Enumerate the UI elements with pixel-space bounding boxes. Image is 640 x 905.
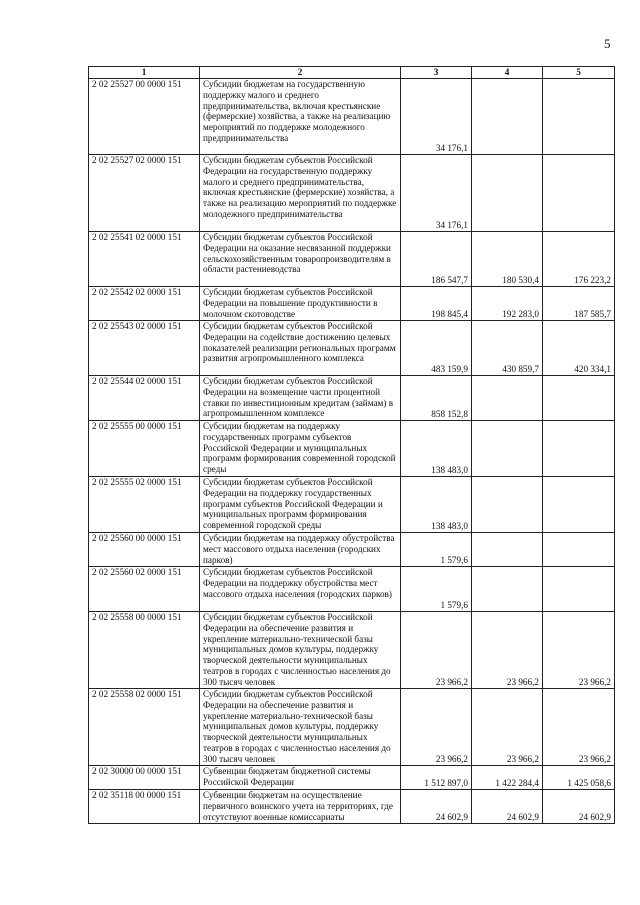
row-code: 2 02 25558 02 0000 151 (89, 689, 200, 766)
row-value-col5 (543, 533, 615, 567)
row-value-col4 (472, 567, 543, 612)
row-code: 2 02 25555 00 0000 151 (89, 421, 200, 477)
row-value-col3: 34 176,1 (401, 155, 472, 232)
row-value-col3: 23 966,2 (401, 612, 472, 689)
row-description: Субвенции бюджетам на осуществление первичного воинского учета на территориях, где отсутствуют военные комиссариаты (200, 790, 401, 824)
row-code: 2 02 25544 02 0000 151 (89, 376, 200, 421)
table-row (89, 567, 615, 612)
row-code: 2 02 25542 02 0000 151 (89, 287, 200, 321)
row-value-col5: 23 966,2 (543, 689, 615, 766)
row-code: 2 02 25527 02 0000 151 (89, 155, 200, 232)
row-description: Субсидии бюджетам на государственную поддержку малого и среднего предпринимательства, включая крестьянские (фермерские) хозяйства, а также на реализацию мероприятий по поддержке молодежного предпринимательства (200, 79, 401, 155)
row-value-col3: 24 602,9 (401, 790, 472, 824)
column-header-2: 2 (200, 67, 401, 79)
page-number: 5 (604, 36, 611, 51)
row-value-col4 (472, 155, 543, 232)
row-description: Субсидии бюджетам субъектов Российской Федерации на обеспечение развития и укрепление материально-технической базы муниципальных домов культуры, поддержку творческой деятельности муниципальных театров в городах с численностью населения до 300 тысяч человек (200, 612, 401, 689)
row-value-col5 (543, 477, 615, 533)
row-value-col5: 23 966,2 (543, 612, 615, 689)
table-row (89, 766, 615, 790)
row-description: Субсидии бюджетам на поддержку государственных программ субъектов Российской Федерации и муниципальных программ формирования современной городской среды (200, 421, 401, 477)
table-row (89, 477, 615, 533)
column-header-5: 5 (543, 67, 615, 79)
row-description: Субсидии бюджетам субъектов Российской Федерации на повышение продуктивности в молочном скотоводстве (200, 287, 401, 321)
header-row (89, 67, 615, 79)
row-value-col3: 23 966,2 (401, 689, 472, 766)
row-value-col5: 420 334,1 (543, 321, 615, 376)
row-description: Субсидии бюджетам субъектов Российской Федерации на поддержку обустройства мест массового отдыха населения (городских парков) (200, 567, 401, 612)
row-value-col4: 192 283,0 (472, 287, 543, 321)
table-row (89, 790, 615, 824)
row-value-col4 (472, 477, 543, 533)
table-row (89, 287, 615, 321)
row-value-col5 (543, 79, 615, 155)
row-value-col3: 186 547,7 (401, 232, 472, 287)
row-code: 2 02 25543 02 0000 151 (89, 321, 200, 376)
column-header-1: 1 (89, 67, 200, 79)
row-value-col4 (472, 376, 543, 421)
row-value-col5: 24 602,9 (543, 790, 615, 824)
row-code: 2 02 25541 02 0000 151 (89, 232, 200, 287)
row-value-col4 (472, 533, 543, 567)
row-description: Субсидии бюджетам субъектов Российской Федерации на поддержку государственных программ субъектов Российской Федерации и муниципальных программ формирования современной городской среды (200, 477, 401, 533)
table-row (89, 421, 615, 477)
row-value-col5 (543, 376, 615, 421)
row-value-col4: 1 422 284,4 (472, 766, 543, 790)
row-value-col5: 187 585,7 (543, 287, 615, 321)
row-code: 2 02 25558 00 0000 151 (89, 612, 200, 689)
table-row (89, 321, 615, 376)
row-code: 2 02 25560 02 0000 151 (89, 567, 200, 612)
row-value-col3: 1 579,6 (401, 567, 472, 612)
table-row (89, 533, 615, 567)
row-value-col4: 24 602,9 (472, 790, 543, 824)
row-code: 2 02 25527 00 0000 151 (89, 79, 200, 155)
row-code: 2 02 30000 00 0000 151 (89, 766, 200, 790)
row-description: Субвенции бюджетам бюджетной системы Российской Федерации (200, 766, 401, 790)
row-value-col3: 483 159,9 (401, 321, 472, 376)
table-row (89, 155, 615, 232)
row-value-col4: 180 530,4 (472, 232, 543, 287)
row-value-col4: 23 966,2 (472, 689, 543, 766)
table-row (89, 689, 615, 766)
row-value-col3: 138 483,0 (401, 477, 472, 533)
row-value-col3: 858 152,8 (401, 376, 472, 421)
row-description: Субсидии бюджетам субъектов Российской Федерации на содействие достижению целевых показателей реализации региональных программ развития агропромышленного комплекса (200, 321, 401, 376)
row-value-col3: 138 483,0 (401, 421, 472, 477)
row-value-col5 (543, 155, 615, 232)
column-header-4: 4 (472, 67, 543, 79)
row-value-col4 (472, 79, 543, 155)
row-value-col5: 176 223,2 (543, 232, 615, 287)
row-value-col3: 1 579,6 (401, 533, 472, 567)
table-row (89, 612, 615, 689)
row-description: Субсидии бюджетам субъектов Российской Федерации на государственную поддержку малого и среднего предпринимательства, включая крестьянские (фермерские) хозяйства, а также на реализацию мероприятий по поддержке молодежного предпринимательства (200, 155, 401, 232)
row-value-col4: 23 966,2 (472, 612, 543, 689)
row-code: 2 02 35118 00 0000 151 (89, 790, 200, 824)
row-value-col3: 198 845,4 (401, 287, 472, 321)
row-value-col5 (543, 421, 615, 477)
table-row (89, 232, 615, 287)
row-description: Субсидии бюджетам на поддержку обустройства мест массового отдыха населения (городских парков) (200, 533, 401, 567)
row-code: 2 02 25555 02 0000 151 (89, 477, 200, 533)
row-value-col4: 430 859,7 (472, 321, 543, 376)
row-value-col3: 1 512 897,0 (401, 766, 472, 790)
row-code: 2 02 25560 00 0000 151 (89, 533, 200, 567)
table-row (89, 376, 615, 421)
column-header-3: 3 (401, 67, 472, 79)
row-value-col5: 1 425 058,6 (543, 766, 615, 790)
table-row (89, 79, 615, 155)
row-description: Субсидии бюджетам субъектов Российской Федерации на оказание несвязанной поддержки сельскохозяйственным товаропроизводителям в области растениеводства (200, 232, 401, 287)
row-value-col3: 34 176,1 (401, 79, 472, 155)
row-value-col4 (472, 421, 543, 477)
row-description: Субсидии бюджетам субъектов Российской Федерации на возмещение части процентной ставки по инвестиционным кредитам (займам) в агропромышленном комплексе (200, 376, 401, 421)
row-value-col5 (543, 567, 615, 612)
budget-table (88, 66, 615, 824)
row-description: Субсидии бюджетам субъектов Российской Федерации на обеспечение развития и укрепление материально-технической базы муниципальных домов культуры, поддержку творческой деятельности муниципальных театров в городах с численностью населения до 300 тысяч человек (200, 689, 401, 766)
